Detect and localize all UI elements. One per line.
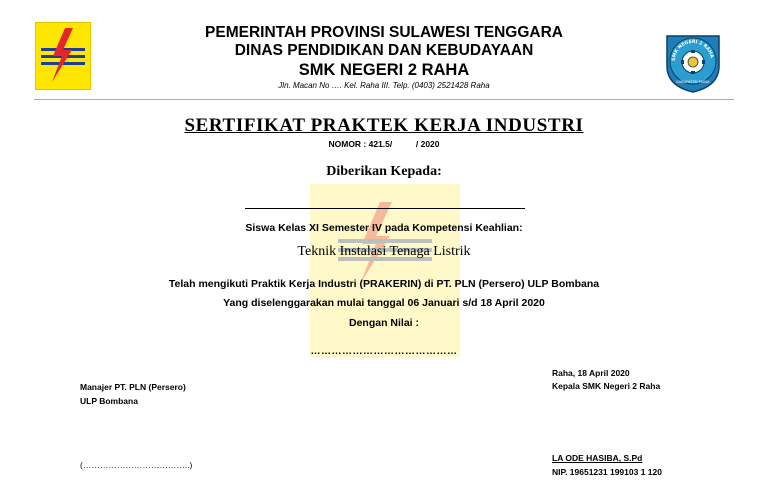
pln-watermark-icon [310,184,460,357]
internship-dates: Yang diselenggarakan mulai tanggal 06 Januari s/d 18 April 2020 [223,297,545,309]
principal-nip: NIP. 19651231 199103 1 120 [552,467,662,477]
principal-name: LA ODE HASIBA, S.Pd [552,453,643,463]
emblem-bottom-text: KABUPATEN MUNA [676,80,710,84]
header-address: Jln. Macan No …. Kel. Raha III. Telp. (0403) 2521428 Raha [278,81,490,90]
manager-signature-line: (………………………………..) [80,460,193,470]
student-class-text: Siswa Kelas XI Semester IV pada Kompetensi Keahlian: [245,222,523,234]
given-to-label: Diberikan Kepada: [326,164,442,179]
score-label: Dengan Nilai : [348,317,419,329]
emblem-ring-text: SMK NEGERI 2 RAHA [671,39,714,62]
certificate-title: SERTIFIKAT PRAKTEK KERJA INDUSTRI [184,115,584,136]
header-line-1: PEMERINTAH PROVINSI SULAWESI TENGGARA [205,24,563,41]
certificate-number: NOMOR : 421.5/ / 2020 [328,139,440,149]
manager-unit: ULP Bombana [80,396,138,406]
competency-name: Teknik Instalasi Tenaga Listrik [297,244,471,259]
recipient-name-line [245,208,525,209]
internship-text: Telah mengikuti Praktik Kerja Industri (PRAKERIN) di PT. PLN (Persero) ULP Bombana [168,278,600,290]
header-school-name: SMK NEGERI 2 RAHA [298,61,470,79]
place-date: Raha, 18 April 2020 [552,368,630,378]
principal-title: Kepala SMK Negeri 2 Raha [552,381,661,391]
header-line-2: DINAS PENDIDIKAN DAN KEBUDAYAAN [234,42,534,59]
score-field: …………………………………… [310,346,458,357]
manager-title: Manajer PT. PLN (Persero) [80,382,186,392]
header-divider [34,99,734,100]
